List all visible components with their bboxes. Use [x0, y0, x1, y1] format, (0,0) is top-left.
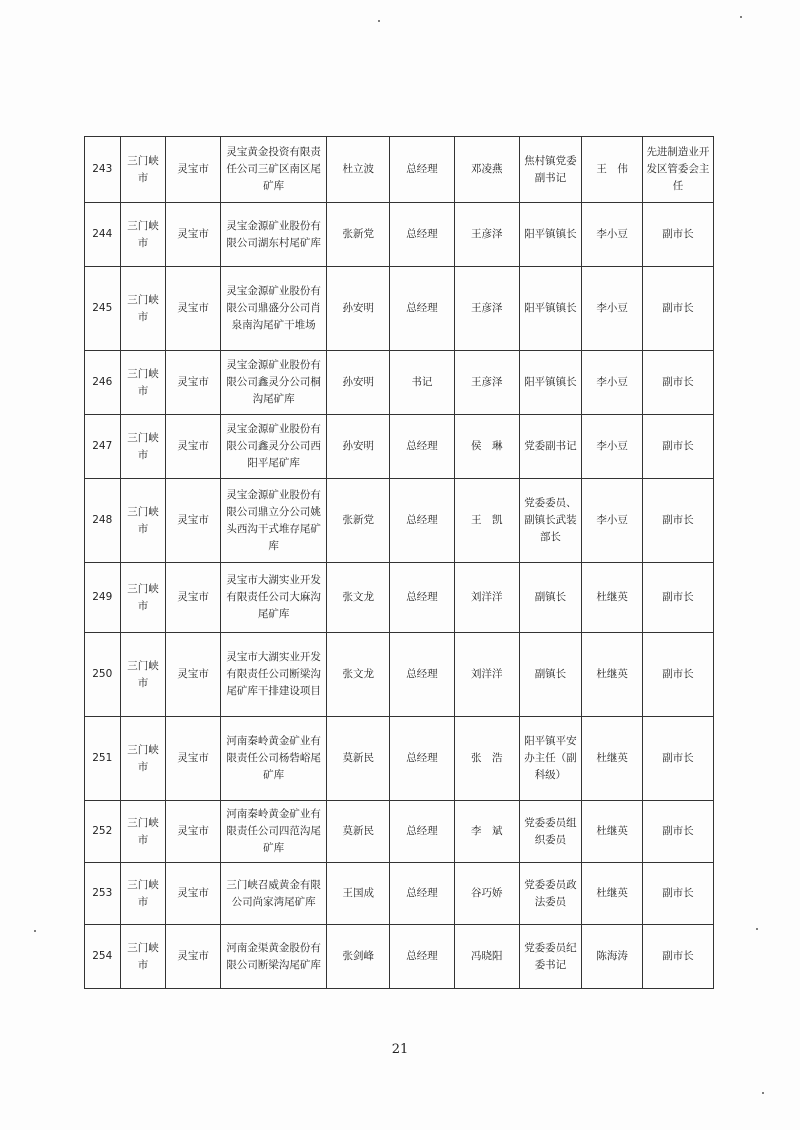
county-role-cell: 副市长 [642, 203, 713, 267]
town-person-cell: 侯 琳 [454, 415, 519, 479]
county-person-cell: 陈海涛 [582, 925, 643, 989]
scan-speck [378, 20, 380, 22]
enterprise-person-cell: 张文龙 [327, 563, 390, 633]
row-number: 253 [85, 863, 121, 925]
table-row [85, 267, 714, 351]
scan-speck [34, 930, 36, 932]
row-number: 250 [85, 633, 121, 717]
county-person-cell: 杜继英 [582, 717, 643, 801]
county-role-cell: 副市长 [642, 563, 713, 633]
county-cell: 灵宝市 [166, 479, 220, 563]
county-person-cell: 杜继英 [582, 563, 643, 633]
city-cell: 三门峡市 [120, 563, 166, 633]
row-number: 249 [85, 563, 121, 633]
unit-cell: 河南秦岭黄金矿业有限责任公司四范沟尾矿库 [220, 801, 327, 863]
scan-speck [756, 928, 758, 930]
row-number: 246 [85, 351, 121, 415]
town-person-cell: 王 凯 [454, 479, 519, 563]
county-role-cell: 副市长 [642, 863, 713, 925]
table-row [85, 137, 714, 203]
city-cell: 三门峡市 [120, 415, 166, 479]
town-role-cell: 党委副书记 [519, 415, 582, 479]
enterprise-person-cell: 莫新民 [327, 717, 390, 801]
row-number: 251 [85, 717, 121, 801]
county-cell: 灵宝市 [166, 415, 220, 479]
row-number: 252 [85, 801, 121, 863]
county-cell: 灵宝市 [166, 137, 220, 203]
enterprise-role-cell: 总经理 [390, 137, 455, 203]
scan-speck [740, 16, 742, 18]
county-person-cell: 李小豆 [582, 479, 643, 563]
town-person-cell: 冯晓阳 [454, 925, 519, 989]
town-role-cell: 阳平镇平安办主任（副科级） [519, 717, 582, 801]
county-role-cell: 先进制造业开发区管委会主任 [642, 137, 713, 203]
town-person-cell: 李 斌 [454, 801, 519, 863]
enterprise-person-cell: 张新党 [327, 479, 390, 563]
county-cell: 灵宝市 [166, 267, 220, 351]
county-role-cell: 副市长 [642, 801, 713, 863]
county-cell: 灵宝市 [166, 351, 220, 415]
enterprise-role-cell: 总经理 [390, 563, 455, 633]
county-role-cell: 副市长 [642, 267, 713, 351]
enterprise-role-cell: 书记 [390, 351, 455, 415]
enterprise-person-cell: 孙安明 [327, 267, 390, 351]
county-role-cell: 副市长 [642, 717, 713, 801]
enterprise-person-cell: 孙安明 [327, 351, 390, 415]
county-cell: 灵宝市 [166, 863, 220, 925]
row-number: 247 [85, 415, 121, 479]
county-role-cell: 副市长 [642, 351, 713, 415]
county-role-cell: 副市长 [642, 415, 713, 479]
county-person-cell: 李小豆 [582, 267, 643, 351]
enterprise-role-cell: 总经理 [390, 203, 455, 267]
town-person-cell: 邓凌燕 [454, 137, 519, 203]
enterprise-role-cell: 总经理 [390, 267, 455, 351]
city-cell: 三门峡市 [120, 863, 166, 925]
enterprise-role-cell: 总经理 [390, 479, 455, 563]
unit-cell: 灵宝金源矿业股份有限公司鼎立分公司姚头西沟干式堆存尾矿库 [220, 479, 327, 563]
unit-cell: 河南秦岭黄金矿业有限责任公司杨砦峪尾矿库 [220, 717, 327, 801]
town-role-cell: 副镇长 [519, 563, 582, 633]
city-cell: 三门峡市 [120, 801, 166, 863]
unit-cell: 三门峡召威黄金有限公司尚家湾尾矿库 [220, 863, 327, 925]
town-person-cell: 张 浩 [454, 717, 519, 801]
table-row [85, 717, 714, 801]
enterprise-role-cell: 总经理 [390, 633, 455, 717]
town-role-cell: 焦村镇党委副书记 [519, 137, 582, 203]
table-row [85, 801, 714, 863]
tailings-pond-responsibility-table [84, 136, 714, 989]
county-cell: 灵宝市 [166, 203, 220, 267]
city-cell: 三门峡市 [120, 137, 166, 203]
enterprise-person-cell: 莫新民 [327, 801, 390, 863]
table-row [85, 479, 714, 563]
county-role-cell: 副市长 [642, 479, 713, 563]
enterprise-role-cell: 总经理 [390, 863, 455, 925]
row-number: 243 [85, 137, 121, 203]
town-person-cell: 王彦泽 [454, 351, 519, 415]
city-cell: 三门峡市 [120, 267, 166, 351]
town-person-cell: 刘洋洋 [454, 633, 519, 717]
page-number: 21 [391, 1042, 409, 1057]
town-role-cell: 阳平镇镇长 [519, 267, 582, 351]
county-person-cell: 李小豆 [582, 203, 643, 267]
enterprise-role-cell: 总经理 [390, 415, 455, 479]
city-cell: 三门峡市 [120, 925, 166, 989]
county-person-cell: 杜继英 [582, 863, 643, 925]
city-cell: 三门峡市 [120, 479, 166, 563]
city-cell: 三门峡市 [120, 203, 166, 267]
scan-speck [762, 1092, 764, 1094]
county-cell: 灵宝市 [166, 717, 220, 801]
town-role-cell: 党委委员纪委书记 [519, 925, 582, 989]
unit-cell: 河南金渠黄金股份有限公司断梁沟尾矿库 [220, 925, 327, 989]
unit-cell: 灵宝金源矿业股份有限公司鑫灵分公司桐沟尾矿库 [220, 351, 327, 415]
enterprise-role-cell: 总经理 [390, 925, 455, 989]
county-person-cell: 王 伟 [582, 137, 643, 203]
town-role-cell: 阳平镇镇长 [519, 203, 582, 267]
city-cell: 三门峡市 [120, 351, 166, 415]
table-row [85, 203, 714, 267]
county-person-cell: 李小豆 [582, 351, 643, 415]
town-role-cell: 党委委员政法委员 [519, 863, 582, 925]
county-cell: 灵宝市 [166, 801, 220, 863]
enterprise-person-cell: 张新党 [327, 203, 390, 267]
county-cell: 灵宝市 [166, 633, 220, 717]
town-role-cell: 党委委员、副镇长武装部长 [519, 479, 582, 563]
row-number: 254 [85, 925, 121, 989]
enterprise-person-cell: 张文龙 [327, 633, 390, 717]
town-role-cell: 党委委员组织委员 [519, 801, 582, 863]
table-row [85, 863, 714, 925]
unit-cell: 灵宝金源矿业股份有限公司湖东村尾矿库 [220, 203, 327, 267]
town-person-cell: 王彦泽 [454, 203, 519, 267]
unit-cell: 灵宝黄金投资有限责任公司三矿区南区尾矿库 [220, 137, 327, 203]
table-row [85, 925, 714, 989]
town-person-cell: 刘洋洋 [454, 563, 519, 633]
enterprise-person-cell: 张剑峰 [327, 925, 390, 989]
enterprise-role-cell: 总经理 [390, 717, 455, 801]
county-cell: 灵宝市 [166, 925, 220, 989]
town-person-cell: 王彦泽 [454, 267, 519, 351]
town-person-cell: 谷巧娇 [454, 863, 519, 925]
town-role-cell: 阳平镇镇长 [519, 351, 582, 415]
city-cell: 三门峡市 [120, 633, 166, 717]
county-cell: 灵宝市 [166, 563, 220, 633]
table-row [85, 415, 714, 479]
table-row [85, 351, 714, 415]
enterprise-role-cell: 总经理 [390, 801, 455, 863]
county-person-cell: 杜继英 [582, 633, 643, 717]
enterprise-person-cell: 杜立波 [327, 137, 390, 203]
enterprise-person-cell: 王国成 [327, 863, 390, 925]
enterprise-person-cell: 孙安明 [327, 415, 390, 479]
unit-cell: 灵宝市大湖实业开发有限责任公司断梁沟尾矿库干排建设项目 [220, 633, 327, 717]
row-number: 244 [85, 203, 121, 267]
county-role-cell: 副市长 [642, 633, 713, 717]
county-person-cell: 李小豆 [582, 415, 643, 479]
table-row [85, 633, 714, 717]
unit-cell: 灵宝金源矿业股份有限公司鼎盛分公司肖泉南沟尾矿干堆场 [220, 267, 327, 351]
table-body [85, 137, 714, 989]
county-role-cell: 副市长 [642, 925, 713, 989]
county-person-cell: 杜继英 [582, 801, 643, 863]
row-number: 245 [85, 267, 121, 351]
town-role-cell: 副镇长 [519, 633, 582, 717]
city-cell: 三门峡市 [120, 717, 166, 801]
row-number: 248 [85, 479, 121, 563]
unit-cell: 灵宝金源矿业股份有限公司鑫灵分公司西阳平尾矿库 [220, 415, 327, 479]
unit-cell: 灵宝市大湖实业开发有限责任公司大麻沟尾矿库 [220, 563, 327, 633]
table-row [85, 563, 714, 633]
